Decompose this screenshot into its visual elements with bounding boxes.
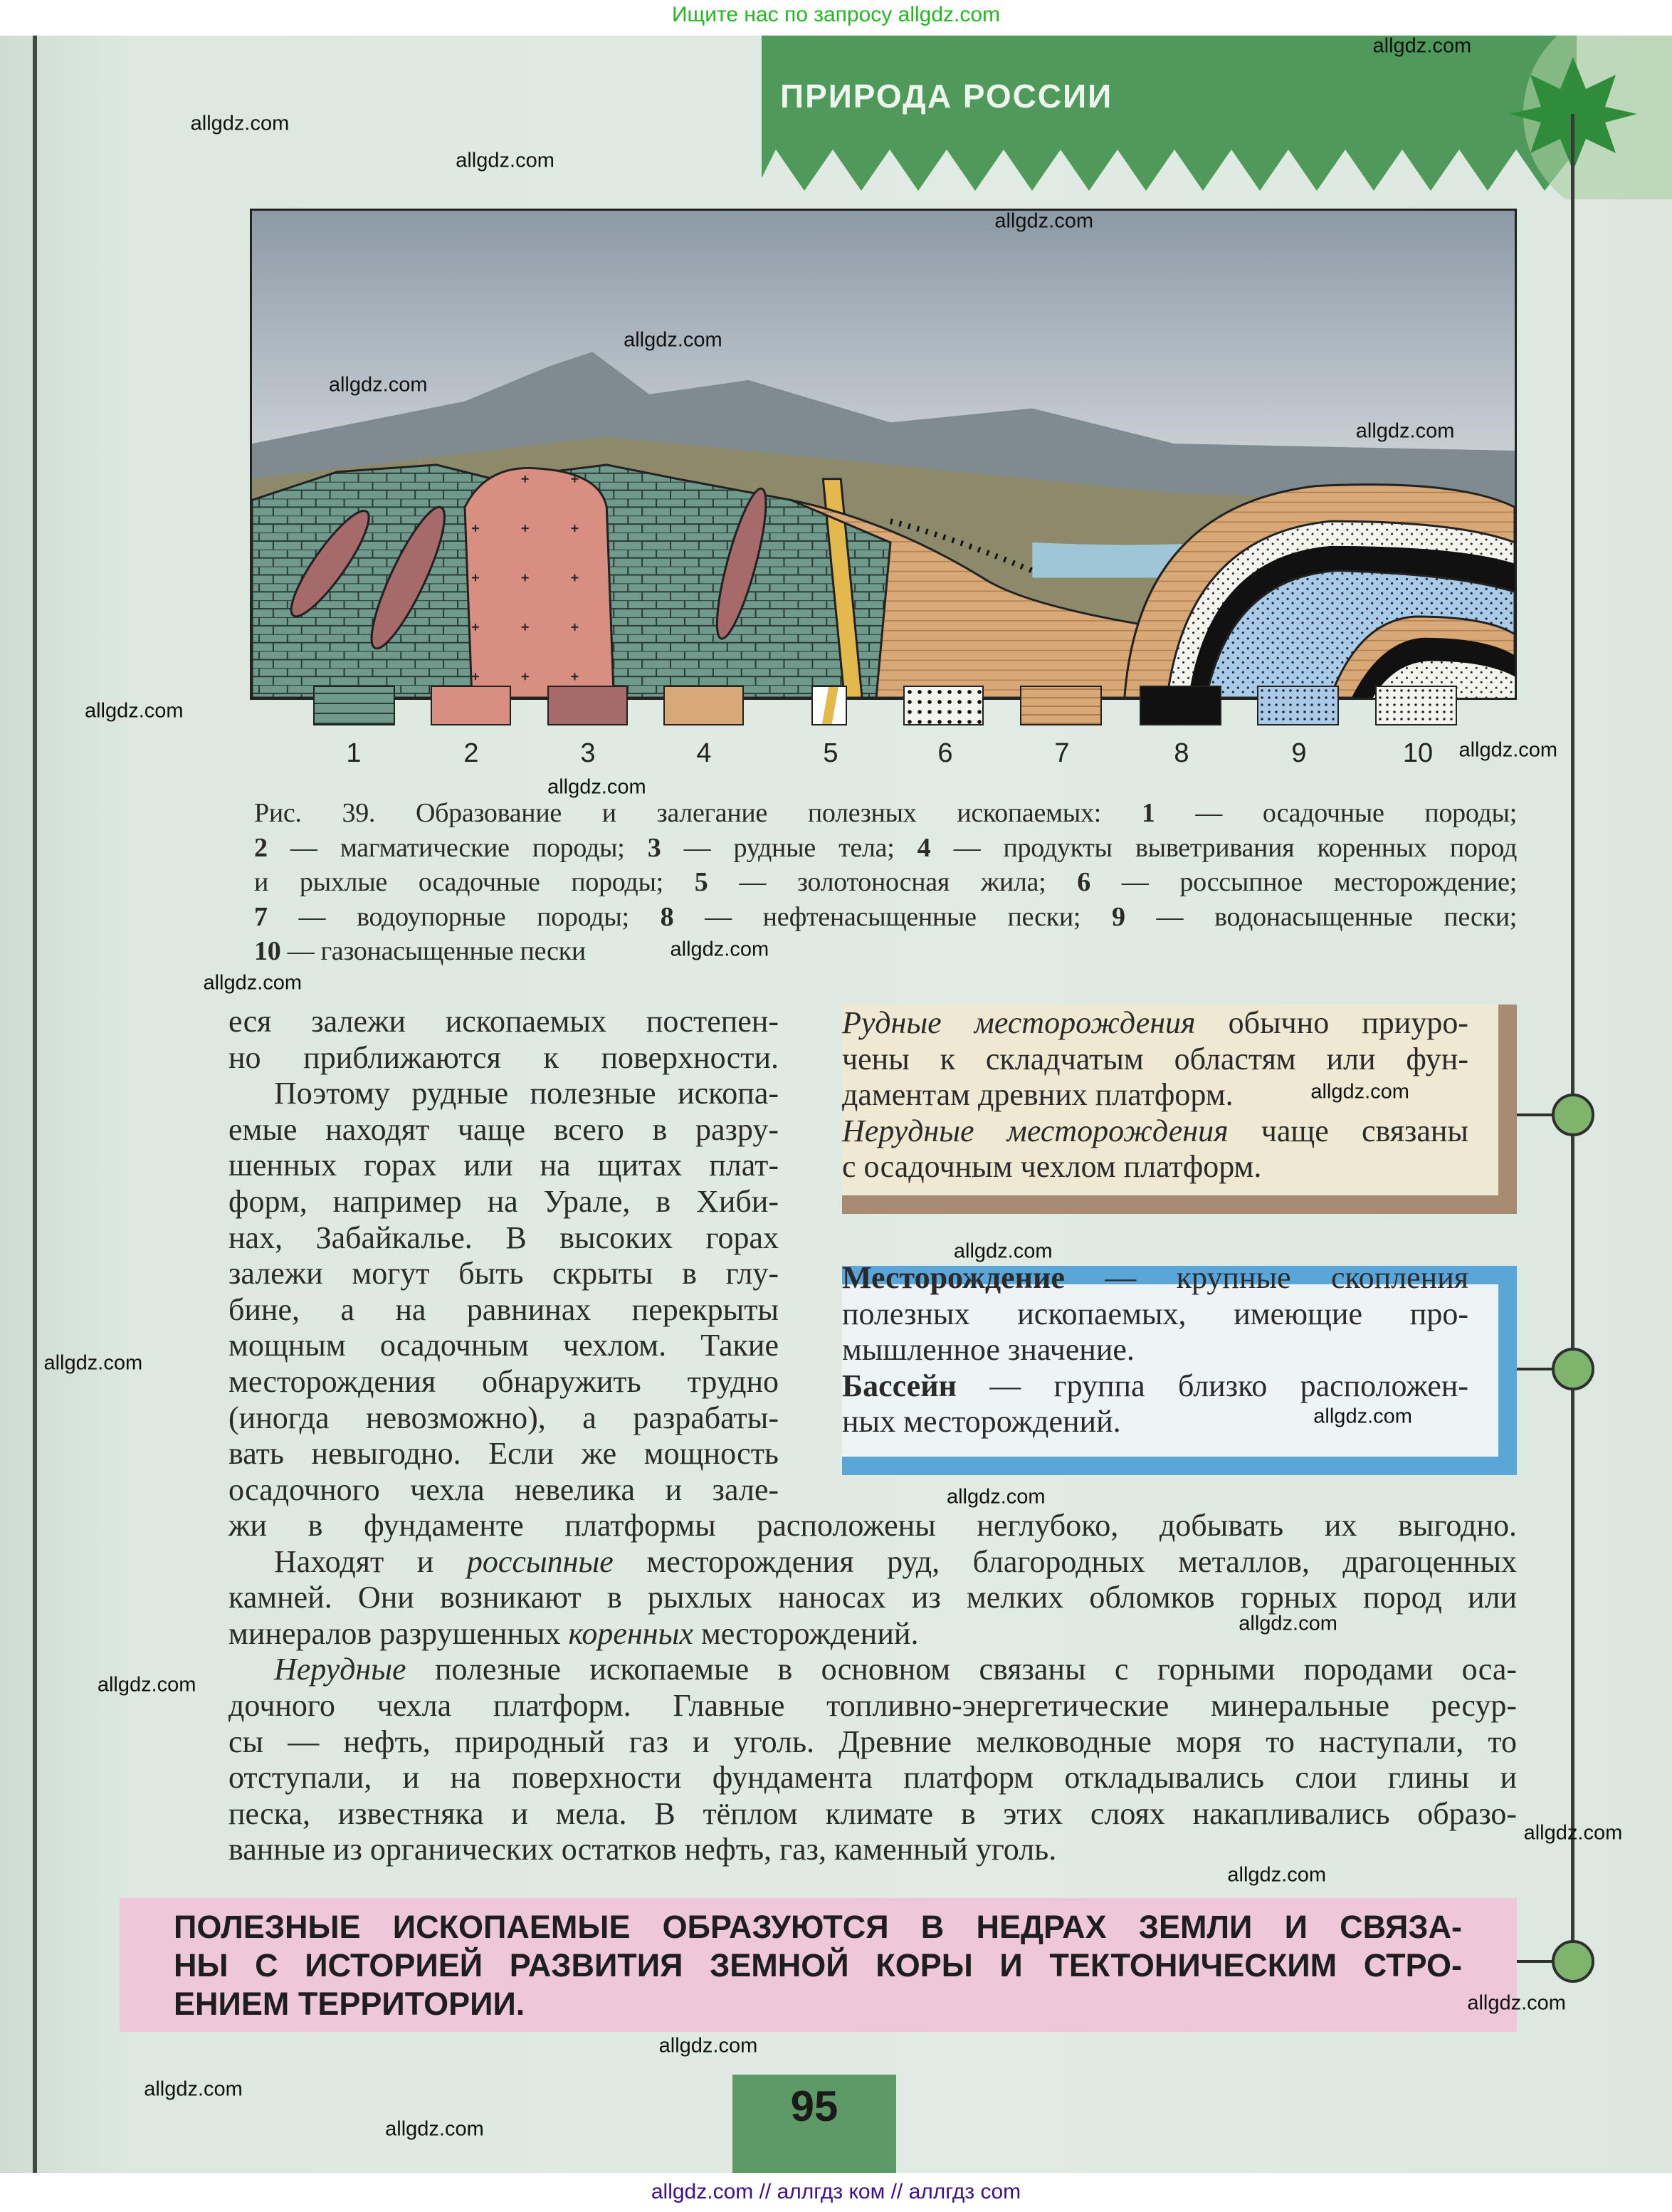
italic-text: Рудные месторождения [842,1005,1196,1040]
watermark-link[interactable]: allgdz.com [670,938,769,961]
watermark-link[interactable]: allgdz.com [1310,1080,1409,1104]
text-line [228,1544,1517,1581]
page-number: 95 [790,2082,838,2130]
legend-label: 8 [1174,738,1189,768]
legend-swatch-7 [1020,686,1102,725]
text-run: НЫ С ИСТОРИЕЙ РАЗВИТИЯ ЗЕМНОЙ КОРЫ И ТЕКТОНИЧЕСКИМ СТРО- [174,1947,1462,1983]
body-text-column [228,1004,779,1508]
text-run: — крупные скопления [1064,1260,1468,1295]
text-line [228,1580,1517,1616]
text-run: — рудные тела; [661,832,918,863]
text-run: ПОЛЕЗНЫЕ ИСКОПАЕМЫЕ ОБРАЗУЮТСЯ В НЕДРАХ ЗЕМЛИ И СВЯЗА- [174,1909,1462,1945]
text-line [228,1652,1517,1688]
footer-links[interactable]: allgdz.com // аллгдз ком // аллгдз com [651,2180,1021,2203]
legend-swatch-3 [547,686,628,725]
text-line [842,1368,1468,1405]
bold-text: 7 [254,901,268,932]
watermark-link[interactable]: allgdz.com [1372,34,1472,58]
text-run: емые находят чаще всего в разру- [228,1111,779,1147]
legend-label: 1 [346,738,362,768]
legend-label: 5 [823,738,838,768]
text-run: ных месторождений. [842,1404,1121,1440]
text-line [228,1508,1517,1544]
text-line [228,1040,779,1076]
legend-label: 9 [1291,738,1307,768]
text-run: — водоупорные породы; [267,901,661,932]
text-run: мышленное значение. [842,1332,1135,1368]
italic-text: Нерудные [274,1652,406,1687]
watermark-link[interactable]: allgdz.com [953,1239,1053,1263]
text-line [842,1042,1468,1078]
legend-swatch-10 [1375,686,1457,725]
text-line [228,1724,1517,1761]
text-run: дочного чехла платформ. Главные топливно-энергетические минеральные ресур- [228,1687,1517,1723]
watermark-link[interactable]: allgdz.com [658,2034,758,2058]
legend-swatch-9 [1257,686,1339,725]
search-hint-link[interactable]: Ищите нас по запросу allgdz.com [671,3,1001,26]
legend-label: 6 [937,738,953,768]
text-run: нах, Забайкалье. В высоких горах [228,1220,779,1255]
legend-label: 3 [580,738,596,768]
watermark-link[interactable]: allgdz.com [1467,1991,1566,2015]
watermark-link[interactable]: allgdz.com [203,971,303,995]
text-line [842,1260,1468,1296]
text-run: ванные из органических остатков нефть, газ, каменный уголь. [228,1832,1057,1867]
text-line [254,831,1517,866]
watermark-link[interactable]: allgdz.com [624,328,722,352]
text-run: месторождения обнаружить трудно [228,1363,779,1399]
text-run: ЕНИЕМ ТЕРРИТОРИИ. [174,1986,525,2022]
text-line [228,1292,779,1328]
text-run: сы — нефть, природный газ и уголь. Древние мелководные моря то наступали, то [228,1724,1517,1759]
text-line [228,1436,779,1472]
text-line [254,865,1517,900]
text-line [228,1076,779,1112]
text-run: жи в фундаменте платформы расположены неглубоко, добывать их выгодно. [228,1508,1517,1543]
text-line [228,1004,779,1040]
watermark-link[interactable]: allgdz.com [1355,419,1455,443]
text-line [174,1946,1462,1985]
text-line [842,1332,1468,1368]
text-line [228,1832,1517,1868]
text-run: чаще связаны [1228,1113,1468,1148]
text-run: — россыпное месторождение; [1090,867,1517,897]
star-emblem-icon [1488,36,1672,199]
watermark-link[interactable]: allgdz.com [1227,1863,1327,1887]
text-run: бине, а на равнинах перекрыты [228,1291,779,1327]
text-run: залежи могут быть скрыты в глу- [228,1256,779,1291]
legend-label: 4 [696,738,712,768]
rail-node-icon [1552,1094,1594,1136]
watermark-link[interactable]: allgdz.com [328,373,428,397]
bold-text: 6 [1077,867,1090,897]
legend-label: 7 [1054,738,1070,768]
text-line [228,1184,779,1220]
margin-rail-line [1571,114,1574,1976]
bold-text: 8 [660,901,674,932]
text-line [228,1148,779,1184]
book-spine-edge [33,36,37,2173]
watermark-link[interactable]: allgdz.com [1458,738,1558,762]
figure-caption [254,796,1517,969]
text-line [254,934,1517,969]
legend-swatch-5 [811,686,847,725]
text-line [228,1796,1517,1833]
watermark-link[interactable]: allgdz.com [946,1485,1046,1509]
text-run: — продукты выветривания коренных пород [930,832,1517,863]
text-run: Поэтому рудные полезные ископа- [274,1076,779,1111]
bold-text: 10 [254,936,281,966]
figure-39-geology-diagram [250,209,1517,700]
rail-node-icon [1552,1940,1594,1983]
legend-swatch-8 [1140,686,1221,725]
italic-text: коренных [568,1615,693,1651]
text-run: — осадочные породы; [1155,798,1517,828]
text-run: камней. Они возникают в рыхлых наносах из мелких обломков горных пород или [228,1580,1517,1615]
watermark-link[interactable]: allgdz.com [547,775,646,799]
bold-text: Месторождение [842,1260,1065,1295]
rail-node-icon [1552,1348,1594,1390]
watermark-link[interactable]: allgdz.com [43,1351,143,1375]
bold-text: Бассейн [842,1368,957,1403]
legend-label: 2 [463,738,479,768]
text-run: осадочного чехла невелика и зале- [228,1472,779,1507]
text-line [254,796,1517,831]
text-line [228,1328,779,1364]
bold-text: 1 [1141,798,1155,828]
text-run: — золотоносная жила; [708,867,1078,897]
text-line [228,1688,1517,1724]
legend-swatch-4 [663,686,744,725]
text-run: — газонасыщенные пески [280,936,586,966]
figure-legend [0,680,1672,768]
text-run: еся залежи ископаемых постепен- [228,1004,779,1039]
text-line [228,1364,779,1400]
text-run: месторождения руд, благородных металлов, драгоценных [613,1543,1517,1579]
text-run: песка, известняка и мела. В тёплом климате в этих слоях накапливались образо- [228,1796,1517,1831]
watermark-link[interactable]: allgdz.com [97,1673,196,1696]
watermark-link[interactable]: allgdz.com [1313,1405,1412,1428]
text-run: отступали, и на поверхности фундамента платформ откладывались слои глины и [228,1760,1517,1796]
bold-text: 2 [254,832,268,863]
watermark-link[interactable]: allgdz.com [1523,1821,1623,1845]
text-run: с осадочным чехлом платформ. [842,1149,1262,1185]
legend-label: 10 [1402,738,1434,768]
text-line [842,1005,1468,1042]
text-line [842,1113,1468,1150]
text-line [228,1256,779,1292]
text-run: вать невыгодно. Если же мощность [228,1436,779,1472]
watermark-link[interactable]: allgdz.com [190,112,290,135]
watermark-link[interactable]: allgdz.com [144,2077,243,2101]
watermark-link[interactable]: allgdz.com [1239,1612,1337,1635]
text-run: полезных ископаемых, имеющие про- [842,1296,1468,1331]
text-run: месторождений. [693,1615,919,1651]
legend-swatch-2 [431,686,511,725]
text-run: полезные ископаемые в основном связаны с горными породами оса- [406,1652,1517,1687]
text-run: — водонасыщенные пески; [1125,901,1517,932]
text-line [228,1760,1517,1796]
text-line [254,900,1517,935]
section-title: ПРИРОДА РОССИИ [780,78,1113,115]
text-run: даментам древних платформ. [842,1077,1234,1113]
text-run: — нефтенасыщенные пески; [673,901,1112,932]
text-run: обычно приуро- [1195,1005,1468,1040]
bold-text: 5 [694,867,708,897]
text-run: Находят и [274,1543,467,1579]
legend-swatch-6 [903,686,984,725]
bold-text: 3 [647,832,661,863]
body-text-full-width [228,1508,1517,1868]
text-line [228,1112,779,1148]
bold-text: 4 [917,832,931,863]
text-run: чены к складчатым областям или фун- [842,1041,1468,1076]
text-run: шенных горах или на щитах плат- [228,1148,779,1183]
conclusion-text [174,1908,1462,2023]
watermark-link[interactable]: allgdz.com [385,2117,484,2141]
text-line [228,1400,779,1437]
watermark-link[interactable]: allgdz.com [84,699,184,723]
text-line [174,1985,1462,2023]
text-run: минералов разрушенных [228,1615,569,1651]
text-run: (иногда невозможно), а разрабаты- [228,1400,779,1435]
text-line [174,1908,1462,1946]
text-run: но приближаются к поверхности. [228,1039,779,1075]
text-line [842,1149,1468,1185]
text-line [228,1472,779,1509]
text-run: Рис. 39. Образование и залегание полезных ископаемых: [254,798,1142,828]
legend-swatch-1 [313,686,395,725]
text-run: — группа близко расположен- [956,1368,1468,1403]
text-run: — магматические породы; [267,832,648,863]
text-run: мощным осадочным чехлом. Такие [228,1328,779,1363]
text-run: и рыхлые осадочные породы; [254,867,695,897]
text-line [842,1296,1468,1333]
text-run: форм, например на Урале, в Хиби- [228,1183,779,1219]
watermark-link[interactable]: allgdz.com [994,209,1093,233]
watermark-link[interactable]: allgdz.com [456,149,554,172]
text-line [228,1220,779,1257]
italic-text: россыпные [466,1543,614,1579]
italic-text: Нерудные месторождения [842,1113,1229,1148]
bold-text: 9 [1111,901,1125,932]
